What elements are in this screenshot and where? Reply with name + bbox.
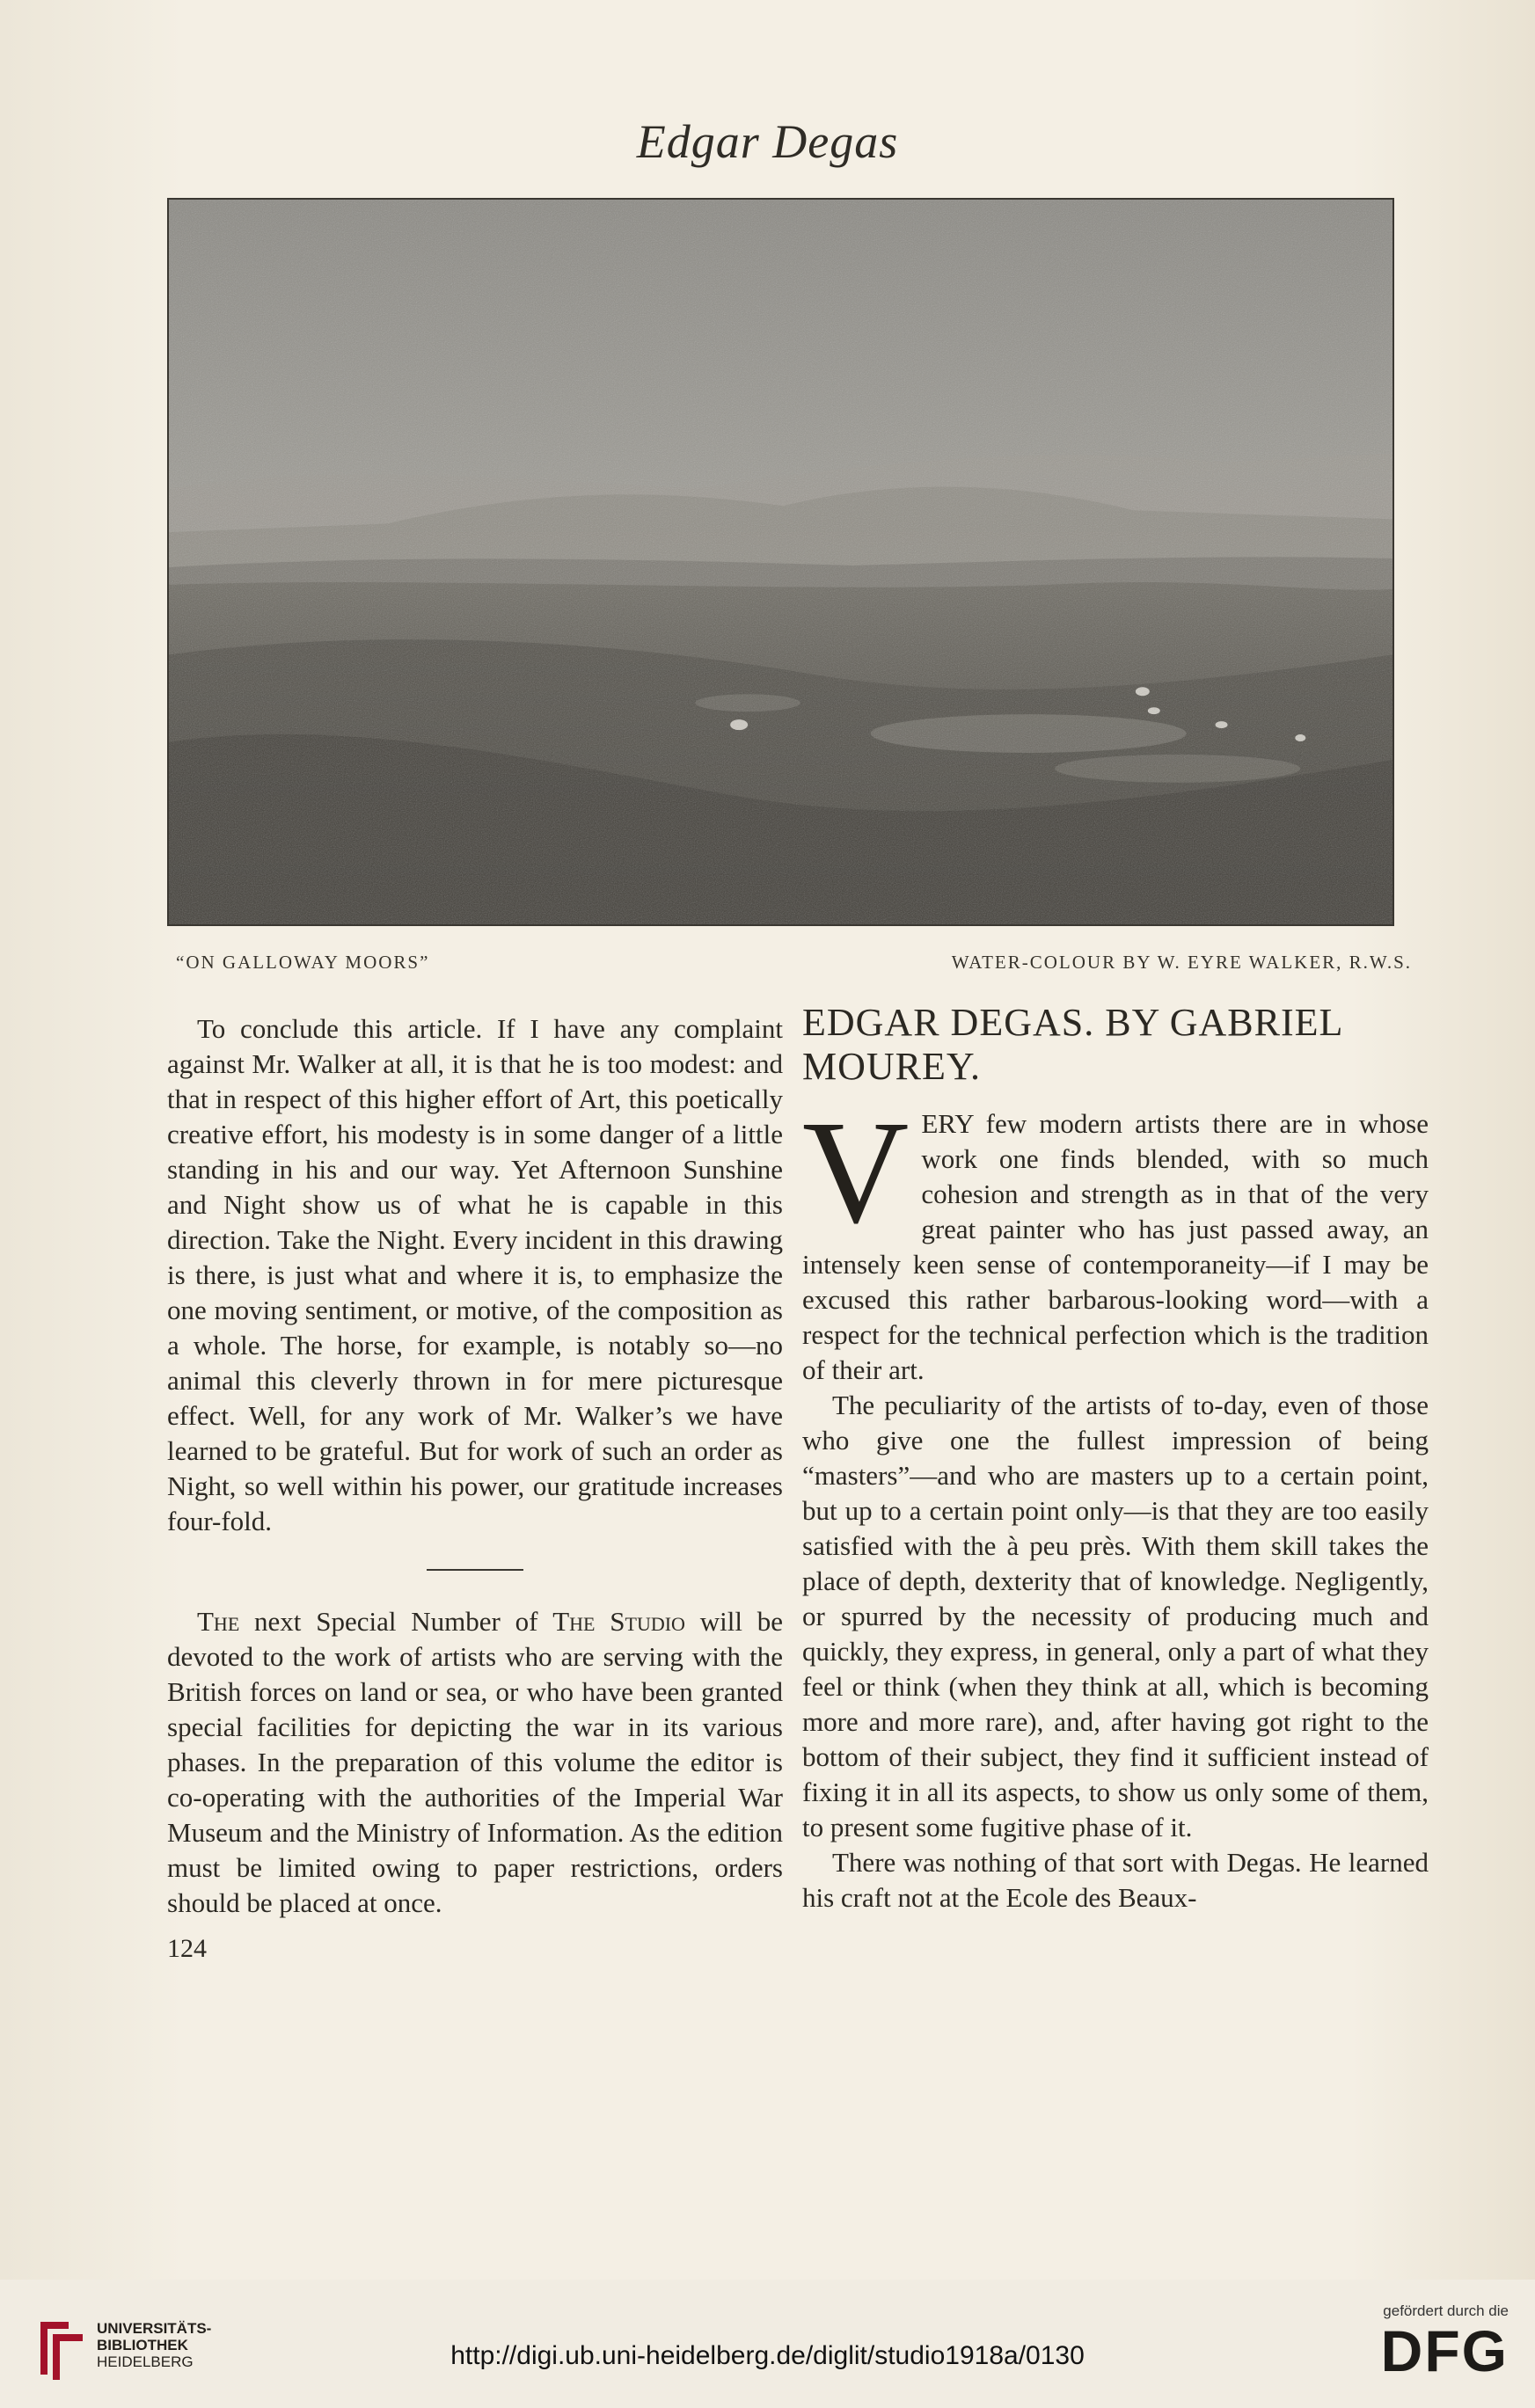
walker-conclusion-paragraph: To conclude this article. If I have any complaint against Mr. Walker at all, it is that he is too modest: and that in respect of this higher effort of Art, this poetically creative effort, his modesty is in some danger of a little standing in his and our way. Yet Afternoon Sunshine and Night show us of what he is capable in this direction. Take the Night. Every incident in this drawing is there, is just what and where it is, to emphasize the one moving sentiment, or motive, of the composition as a whole. The horse, for example, is notably so—no animal this cleverly thrown in for mere picturesque effect. Well, for any work of Mr. Walker’s we have learned to be grateful. But for work of such an order as Night, so well within his power, our gratitude increases four-fold. bbox=[167, 1013, 783, 1536]
moorland-illustration bbox=[169, 200, 1392, 924]
notice-text-b: will be devoted to the work of artists who are serving with the British forces on land or sea, or who have been granted special facilities for depicting the war in its various phases. In the preparation of this volume the editor is co-operating with the authorities of the Imperial War Museum and the Ministry of Information. As the edition must be limited owing to paper restrictions, orders should be placed at once. bbox=[167, 1606, 783, 1918]
plate-caption-credit: WATER-COLOUR BY W. EYRE WALKER, R.W.S. bbox=[951, 952, 1412, 973]
running-head: Edgar Degas bbox=[636, 115, 899, 168]
article-title: EDGAR DEGAS. BY GABRIEL MOUREY. bbox=[802, 1001, 1342, 1088]
opening-paragraph-text: ERY few modern artists there are in whose work one finds blended, with so much cohesion and strength as in that of the very great painter who has just passed away, an intensely keen sense of contemporaneity—if I may be excused this rather barbarous-looking word—with a respect for the technical perfection which is the tradition of their art. bbox=[802, 1108, 1429, 1385]
magazine-name: The Studio bbox=[552, 1606, 685, 1637]
article-opening-paragraph bbox=[802, 1091, 1429, 1388]
library-name-line-1: UNIVERSITÄTS- bbox=[97, 2320, 212, 2337]
page-number: 124 bbox=[167, 1934, 207, 1963]
library-name-line-2: BIBLIOTHEK bbox=[97, 2337, 188, 2353]
source-url-link[interactable]: http://digi.ub.uni-heidelberg.de/diglit/studio1918a/0130 bbox=[450, 2341, 1085, 2370]
dfg-logo: DFG bbox=[1380, 2318, 1509, 2383]
right-column bbox=[802, 1001, 1429, 1915]
library-name-line-3: HEIDELBERG bbox=[97, 2353, 194, 2370]
plate-caption-title: “ON GALLOWAY MOORS” bbox=[176, 952, 430, 973]
landscape-plate-image bbox=[167, 198, 1394, 926]
notice-lead-word: The bbox=[197, 1606, 240, 1637]
funder-block bbox=[1341, 2302, 1509, 2382]
special-number-notice bbox=[167, 1604, 783, 1921]
notice-text-a: next Special Number of bbox=[239, 1606, 553, 1637]
digitization-footer bbox=[0, 2280, 1535, 2408]
article-paragraph-2: The peculiarity of the artists of to-day, even of those who give one the fullest impression of being “masters”—and who are masters up to a certain point, but up to a certain point only—is that they are too easily satisfied with the à peu près. With them skill takes the place of depth, dexterity that of knowledge. Negligently, or spurred by the necessity of producing much and quickly, they express, in general, only a part of what they feel or think (when they think at all, which is becoming more and more rare), and, after having got right to the bottom of their subject, they find it sufficient instead of fixing it in all its aspects, to show us only some of them, to present some fugitive phase of it. bbox=[802, 1390, 1429, 1842]
article-paragraph-3: There was nothing of that sort with Degas. He learned his craft not at the Ecole des Beaux- bbox=[802, 1847, 1429, 1913]
section-divider bbox=[427, 1569, 523, 1571]
drop-cap: V bbox=[802, 1091, 910, 1254]
funding-label: gefördert durch die bbox=[1383, 2302, 1509, 2319]
left-column bbox=[167, 1011, 783, 1967]
